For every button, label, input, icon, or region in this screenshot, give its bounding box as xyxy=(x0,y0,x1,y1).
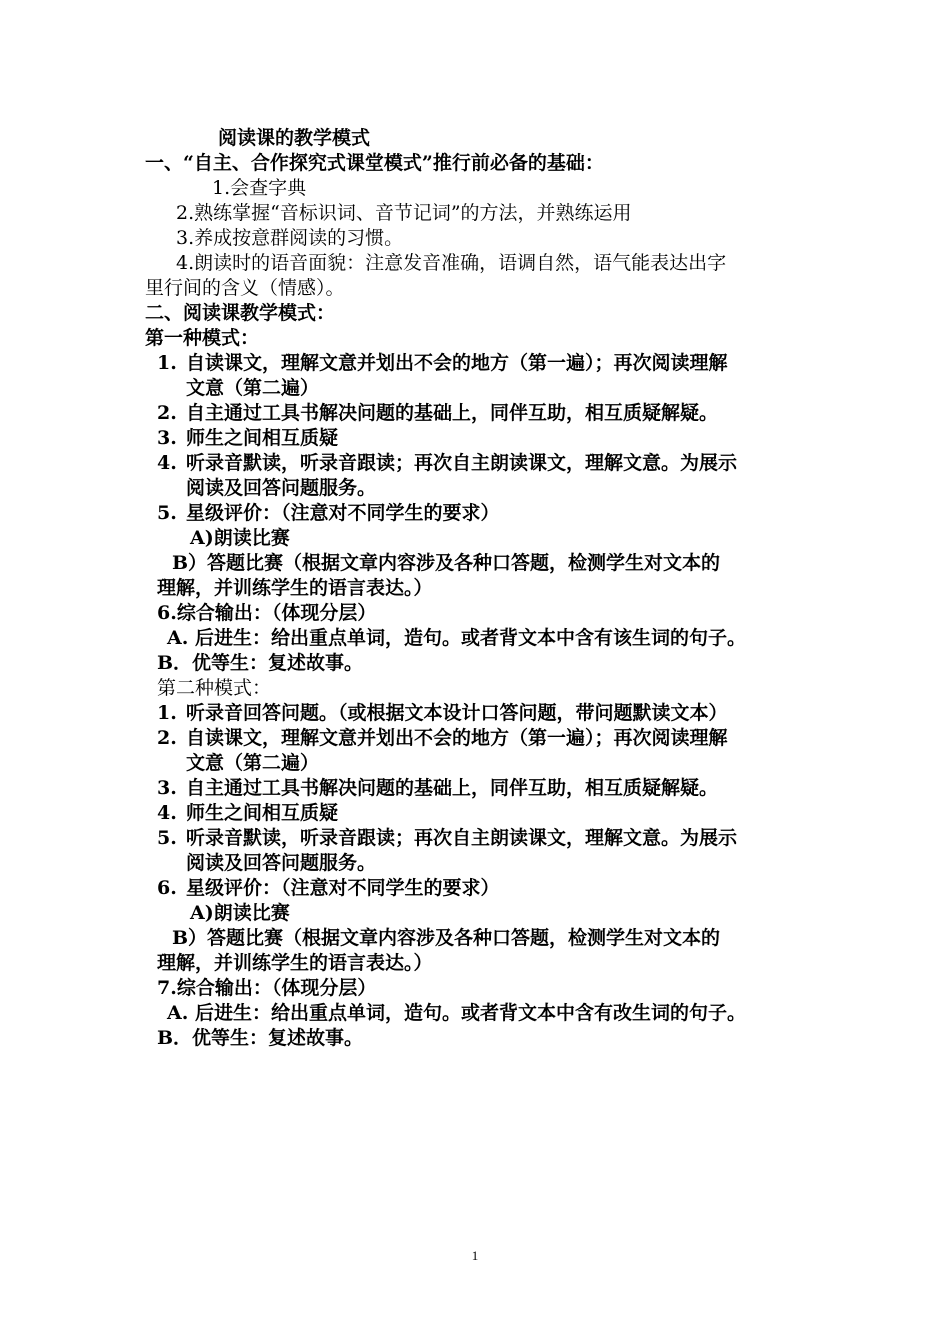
mode1-output-heading: 6.综合输出：（体现分层） xyxy=(157,602,377,624)
mode2-item-text: 听录音默读，听录音跟读；再次自主朗读课文，理解文意。为展示 xyxy=(186,827,738,849)
section1-item-3: 3.养成按意群阅读的习惯。 xyxy=(176,227,404,249)
mode2-item-text: 星级评价：（注意对不同学生的要求） xyxy=(186,877,500,899)
mode1-item-text: 自主通过工具书解决问题的基础上，同伴互助，相互质疑解疑。 xyxy=(186,402,719,424)
section1-heading: 一、“自主、合作探究式课堂模式”推行前必备的基础： xyxy=(145,152,604,174)
mode2-sub-b: B）答题比赛（根据文章内容涉及各种口答题，检测学生对文本的 xyxy=(172,927,721,949)
mode2-item-text: 自主通过工具书解决问题的基础上，同伴互助，相互质疑解疑。 xyxy=(186,777,719,799)
mode2-sub-a: A)朗读比赛 xyxy=(190,902,290,924)
mode2-output-a: A. 后进生：给出重点单词，造句。或者背文本中含有改生词的句子。 xyxy=(167,1002,746,1024)
mode2-item-text: 师生之间相互质疑 xyxy=(186,802,339,824)
section1-item-4: 4.朗读时的语音面貌：注意发音准确，语调自然，语气能表达出字 xyxy=(176,252,727,274)
mode1-item-text: 师生之间相互质疑 xyxy=(186,427,339,449)
mode1-sub-b: B）答题比赛（根据文章内容涉及各种口答题，检测学生对文本的 xyxy=(172,552,721,574)
mode2-item-text: 听录音回答问题。（或根据文本设计口答问题，带问题默读文本） xyxy=(186,702,728,724)
mode1-item-text: 阅读及回答问题服务。 xyxy=(186,477,377,499)
section1-item-2: 2.熟练掌握“音标识词、音节记词”的方法，并熟练运用 xyxy=(176,202,632,224)
mode2-item-number: 3. xyxy=(157,777,177,799)
mode2-item-number: 5. xyxy=(157,827,177,849)
mode1-item-number: 5. xyxy=(157,502,177,524)
mode2-item-text: 阅读及回答问题服务。 xyxy=(186,852,377,874)
mode2-item-text: 自读课文，理解文意并划出不会的地方（第一遍）；再次阅读理解 xyxy=(186,727,728,749)
mode1-output-a: A. 后进生：给出重点单词，造句。或者背文本中含有该生词的句子。 xyxy=(167,627,746,649)
page-number: 1 xyxy=(471,1248,479,1263)
mode2-item-text: 文意（第二遍） xyxy=(186,752,320,774)
mode2-item-number: 6. xyxy=(157,877,177,899)
section1-item-1: 1.会查字典 xyxy=(212,177,307,199)
page-title: 阅读课的教学模式 xyxy=(218,127,371,149)
mode1-item-text: 自读课文，理解文意并划出不会的地方（第一遍）；再次阅读理解 xyxy=(186,352,728,374)
mode1-item-text: 星级评价：（注意对不同学生的要求） xyxy=(186,502,500,524)
mode2-output-heading: 7.综合输出：（体现分层） xyxy=(157,977,377,999)
mode2-item-number: 2. xyxy=(157,727,177,749)
mode1-item-number: 3. xyxy=(157,427,177,449)
section1-item-4-cont: 里行间的含义（情感）。 xyxy=(145,277,345,299)
mode2-item-number: 4. xyxy=(157,802,177,824)
mode1-heading: 第一种模式： xyxy=(145,327,260,349)
section2-heading: 二、阅读课教学模式： xyxy=(145,302,336,324)
mode1-sub-b-cont: 理解，并训练学生的语言表达。） xyxy=(157,577,433,599)
mode1-item-number: 1. xyxy=(157,352,177,374)
mode2-output-b: B．优等生：复述故事。 xyxy=(157,1027,364,1049)
mode1-item-number: 4. xyxy=(157,452,177,474)
mode1-item-text: 听录音默读，听录音跟读；再次自主朗读课文，理解文意。为展示 xyxy=(186,452,738,474)
mode2-item-number: 1. xyxy=(157,702,177,724)
mode2-sub-b-cont: 理解，并训练学生的语言表达。） xyxy=(157,952,433,974)
mode1-item-text: 文意（第二遍） xyxy=(186,377,320,399)
mode2-heading: 第二种模式： xyxy=(157,677,272,699)
mode1-sub-a: A)朗读比赛 xyxy=(190,527,290,549)
mode1-item-number: 2. xyxy=(157,402,177,424)
mode1-output-b: B．优等生：复述故事。 xyxy=(157,652,364,674)
